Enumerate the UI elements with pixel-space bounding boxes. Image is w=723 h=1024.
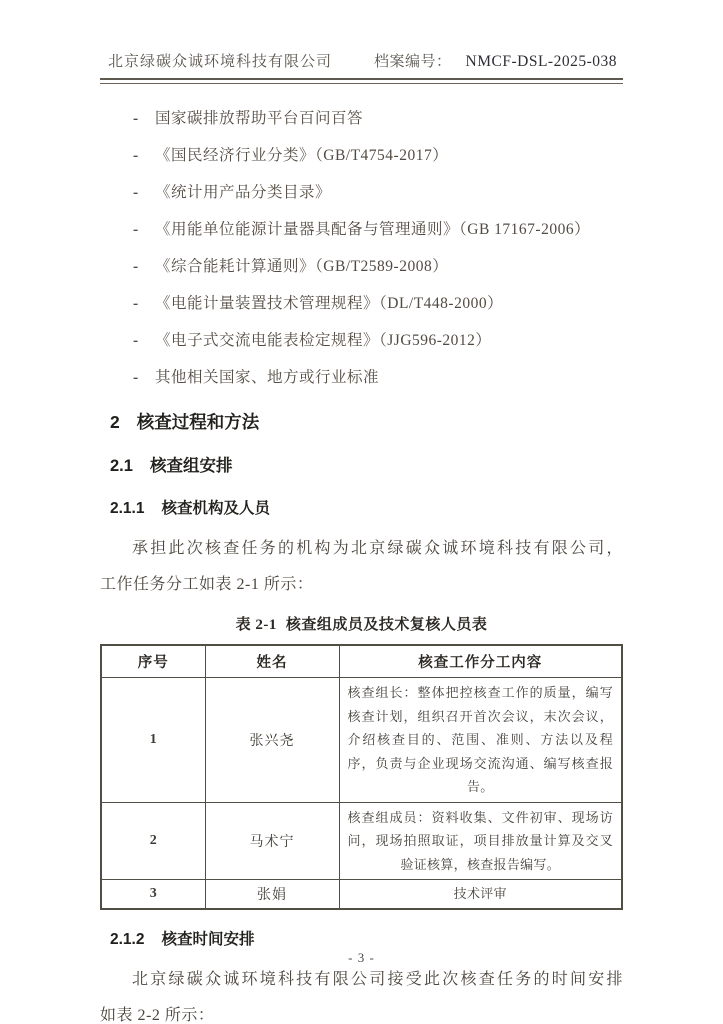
reference-text: 《电能计量装置技术管理规程》（DL/T448-2000）	[155, 295, 504, 312]
list-item	[100, 211, 623, 248]
page-number: - 3 -	[348, 950, 375, 965]
document-body	[0, 100, 723, 1024]
bullet-dash: -	[133, 184, 139, 201]
column-header-duty: 核查工作分工内容	[339, 645, 622, 678]
verification-team-table	[100, 644, 623, 910]
paragraph-line: 北京绿碳众诚环境科技有限公司接受此次核查任务的时间安排	[132, 971, 623, 988]
table-header-row	[101, 645, 622, 678]
table-caption-label: 表 2-1	[235, 617, 277, 633]
schedule-intro-paragraph	[100, 962, 623, 1024]
archive-number-group	[374, 50, 617, 71]
section-title: 核查机构及人员	[161, 500, 270, 517]
section-title: 核查过程和方法	[136, 412, 260, 432]
section-number: 2	[110, 412, 120, 432]
table-row	[101, 802, 622, 880]
reference-text: 《电子式交流电能表检定规程》（JJG596-2012）	[155, 332, 492, 349]
section-heading-2	[110, 408, 623, 436]
table-2-1-caption	[100, 613, 623, 637]
table-row	[101, 880, 622, 910]
reference-text: 其他相关国家、地方或行业标准	[155, 369, 380, 386]
cell-seq: 2	[101, 802, 205, 880]
section-heading-2-1	[110, 453, 623, 479]
paragraph-line: 承担此次核查任务的机构为北京绿碳众诚环境科技有限公司，	[132, 540, 623, 557]
list-item	[100, 137, 623, 174]
cell-duty: 核查组长：整体把控核查工作的质量，编写核查计划，组织召开首次会议，末次会议，介绍核查目的、范围、准则、方法以及程序，负责与企业现场交流沟通、编写核查报告。	[339, 678, 622, 803]
company-name: 北京绿碳众诚环境科技有限公司	[108, 54, 333, 70]
list-item	[100, 285, 623, 322]
bullet-dash: -	[133, 147, 139, 164]
section-number: 2.1.1	[110, 500, 145, 517]
bullet-dash: -	[133, 332, 139, 349]
reference-text: 《用能单位能源计量器具配备与管理通则》（GB 17167-2006）	[155, 221, 591, 238]
cell-seq: 3	[101, 880, 205, 910]
list-item	[100, 174, 623, 211]
section-number: 2.1	[110, 457, 133, 475]
section-title: 核查组安排	[149, 457, 233, 475]
cell-name: 张兴尧	[205, 678, 339, 803]
team-intro-paragraph	[100, 531, 623, 603]
list-item	[100, 100, 623, 137]
reference-text: 国家碳排放帮助平台百问百答	[155, 110, 364, 127]
bullet-dash: -	[133, 258, 139, 275]
paragraph-line: 如表 2-2 所示：	[100, 1007, 215, 1024]
cell-duty: 核查组成员：资料收集、文件初审、现场访问，现场拍照取证，项目排放量计算及交叉验证核算，核查报告编写。	[339, 802, 622, 880]
reference-text: 《综合能耗计算通则》（GB/T2589-2008）	[155, 258, 449, 275]
column-header-name: 姓名	[205, 645, 339, 678]
section-heading-2-1-1	[110, 496, 623, 522]
cell-name: 张娟	[205, 880, 339, 910]
cell-name: 马术宁	[205, 802, 339, 880]
bullet-dash: -	[133, 369, 139, 386]
archive-label: 档案编号：	[374, 54, 452, 70]
archive-number: NMCF-DSL-2025-038	[465, 53, 617, 70]
reference-text: 《统计用产品分类目录》	[155, 184, 332, 201]
reference-list	[100, 100, 623, 396]
cell-duty: 技术评审	[339, 880, 622, 910]
bullet-dash: -	[133, 221, 139, 238]
section-number: 2.1.2	[110, 931, 145, 948]
bullet-dash: -	[133, 295, 139, 312]
reference-text: 《国民经济行业分类》（GB/T4754-2017）	[155, 147, 449, 164]
list-item	[100, 322, 623, 359]
cell-seq: 1	[101, 678, 205, 803]
header-double-rule	[100, 78, 623, 84]
page-header	[0, 0, 723, 84]
bullet-dash: -	[133, 110, 139, 127]
table-caption-title: 核查组成员及技术复核人员表	[285, 617, 488, 633]
section-title: 核查时间安排	[161, 931, 255, 948]
table-row	[101, 678, 622, 803]
list-item	[100, 248, 623, 285]
column-header-seq: 序号	[101, 645, 205, 678]
list-item	[100, 359, 623, 396]
paragraph-line: 工作任务分工如表 2-1 所示：	[100, 576, 314, 593]
